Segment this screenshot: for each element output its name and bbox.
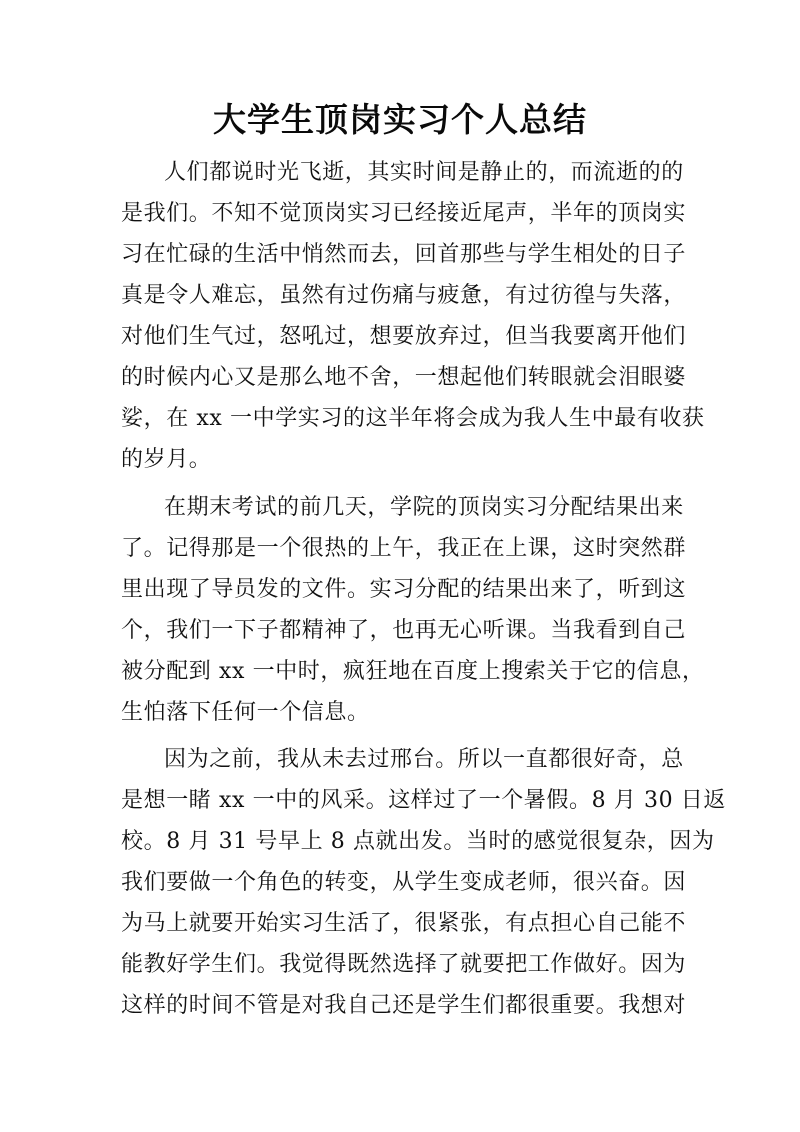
paragraph-1-line-4: 真是令人难忘，虽然有过伤痛与疲惫，有过彷徨与失落，	[121, 283, 687, 308]
paragraph-3-line-4: 我们要做一个角色的转变，从学生变成老师，很兴奋。因	[121, 870, 687, 895]
paragraph-2-line-1: 在期末考试的前几天，学院的顶岗实习分配结果出来	[164, 495, 684, 520]
paragraph-2-line-2: 了。记得那是一个很热的上午，我正在上课，这时突然群	[121, 536, 687, 561]
paragraph-3-line-7: 这样的时间不管是对我自己还是学生们都很重要。我想对	[121, 993, 687, 1018]
paragraph-3-line-6: 能教好学生们。我觉得既然选择了就要把工作做好。因为	[121, 952, 687, 977]
paragraph-1-line-5: 对他们生气过，怒吼过，想要放弃过，但当我要离开他们	[121, 324, 687, 349]
paragraph-1-line-2: 是我们。不知不觉顶岗实习已经接近尾声，半年的顶岗实	[121, 201, 687, 226]
paragraph-2-line-6: 生怕落下任何一个信息。	[121, 700, 370, 725]
paragraph-3-line-5: 为马上就要开始实习生活了，很紧张，有点担心自己能不	[121, 911, 687, 936]
paragraph-3-line-2: 是想一睹 xx 一中的风采。这样过了一个暑假。8 月 30 日返	[121, 788, 726, 813]
paragraph-2-line-5: 被分配到 xx 一中时，疯狂地在百度上搜索关于它的信息，	[121, 659, 705, 684]
paragraph-2-line-4: 个，我们一下子都精神了，也再无心听课。当我看到自己	[121, 618, 687, 643]
paragraph-1-line-6: 的时候内心又是那么地不舍，一想起他们转眼就会泪眼婆	[121, 365, 687, 390]
document-title: 大学生顶岗实习个人总结	[213, 100, 587, 139]
paragraph-1-line-1: 人们都说时光飞逝，其实时间是静止的，而流逝的的	[164, 160, 684, 185]
paragraph-3-line-1: 因为之前，我从未去过邢台。所以一直都很好奇，总	[164, 747, 684, 772]
paragraph-3-line-3: 校。8 月 31 号早上 8 点就出发。当时的感觉很复杂，因为	[121, 829, 715, 854]
paragraph-1-line-8: 的岁月。	[121, 447, 212, 472]
paragraph-1-line-7: 娑，在 xx 一中学实习的这半年将会成为我人生中最有收获	[121, 406, 705, 431]
paragraph-2-line-3: 里出现了导员发的文件。实习分配的结果出来了，听到这	[121, 577, 687, 602]
paragraph-1-line-3: 习在忙碌的生活中悄然而去，回首那些与学生相处的日子	[121, 242, 687, 267]
